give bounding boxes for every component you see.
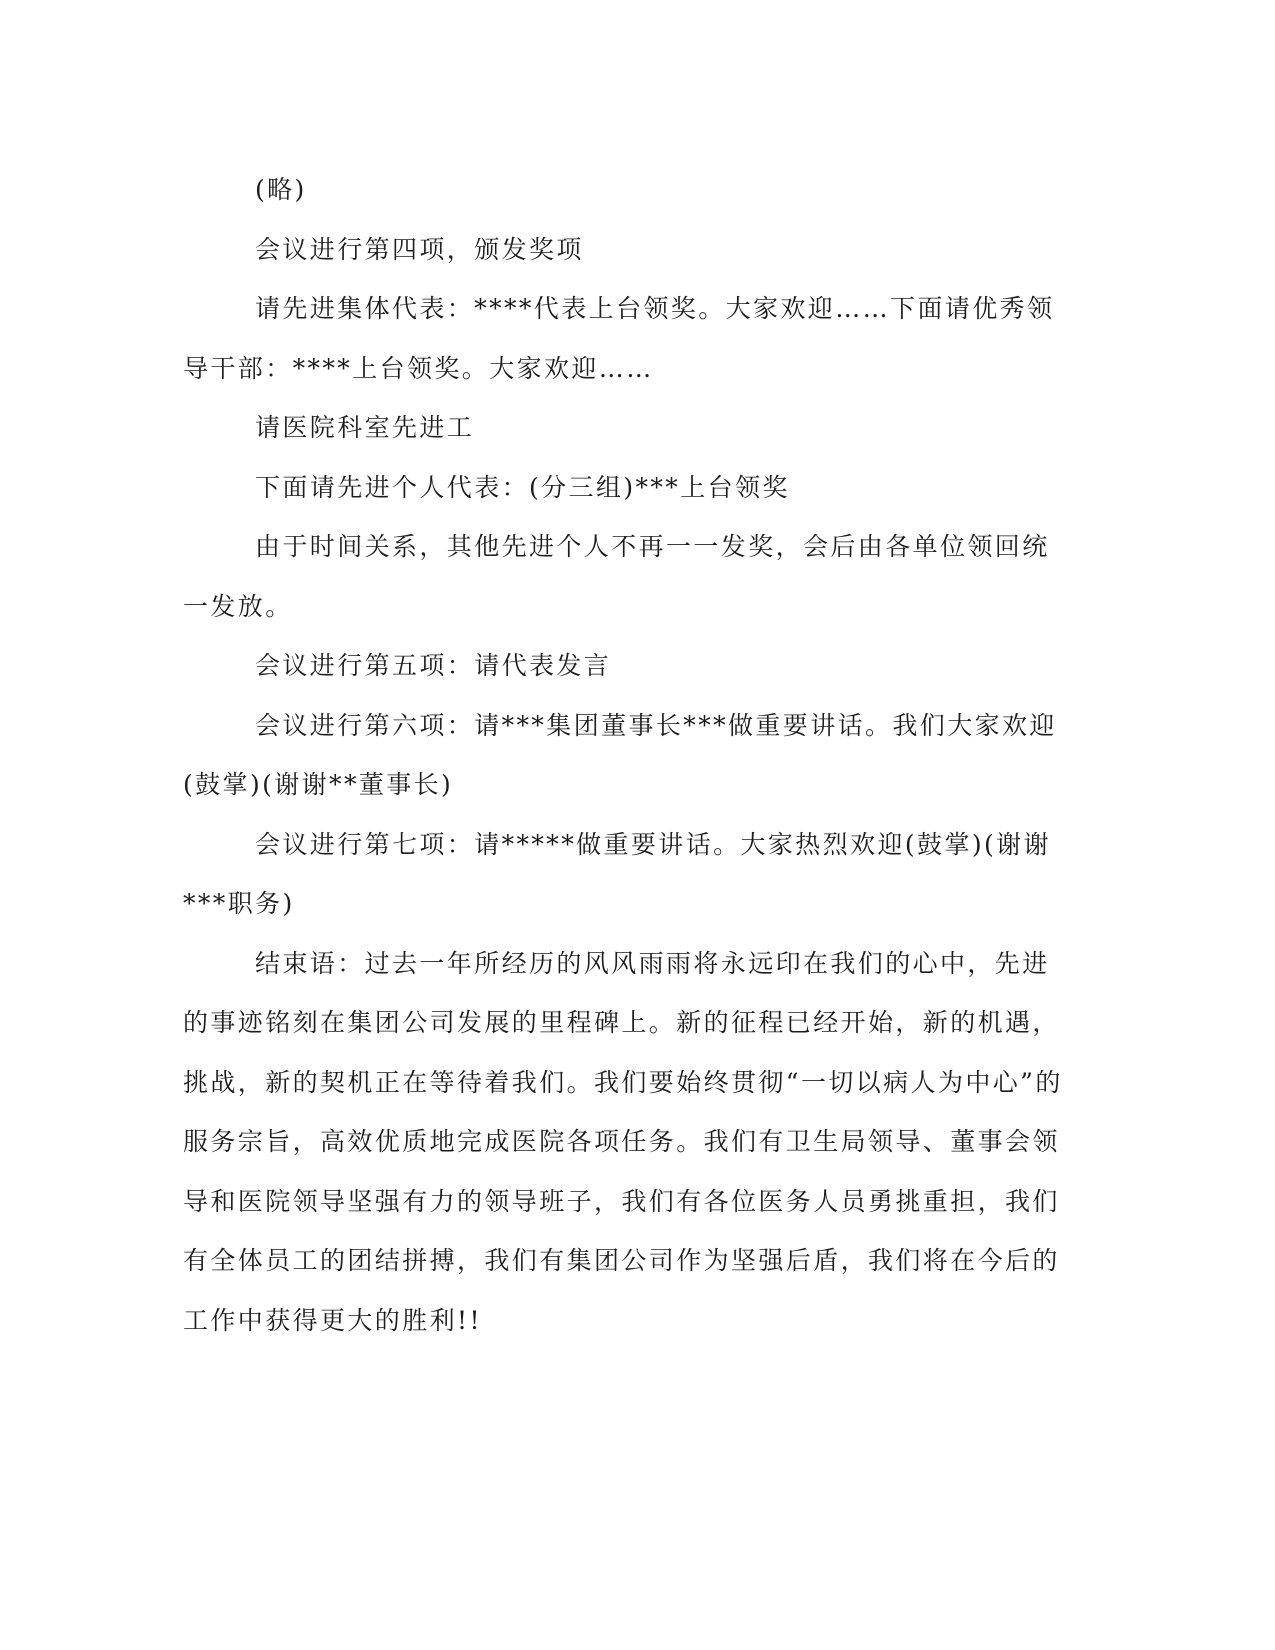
paragraph-item-six: 会议进行第六项：请***集团董事长***做重要讲话。我们大家欢迎(鼓掌)(谢谢**董事长) <box>183 710 1057 799</box>
paragraph-item-four: 会议进行第四项，颁发奖项 <box>255 234 584 264</box>
paragraph-omitted: (略) <box>255 175 307 204</box>
paragraph-department-award: 请医院科室先进工 <box>255 413 475 442</box>
document-body <box>183 160 1063 1350</box>
paragraph-item-seven: 会议进行第七项：请*****做重要讲话。大家热烈欢迎(鼓掌)(谢谢***职务) <box>183 829 1051 918</box>
paragraph-individual-award: 下面请先进个人代表：(分三组)***上台领奖 <box>255 472 790 502</box>
paragraph-item-five: 会议进行第五项：请代表发言 <box>255 651 612 680</box>
paragraph-time-note: 由于时间关系，其他先进个人不再一一发奖，会后由各单位领回统一发放。 <box>183 532 1050 621</box>
paragraph-collective-award: 请先进集体代表：****代表上台领奖。大家欢迎……下面请优秀领导干部：****上台领奖。大家欢迎…… <box>183 294 1055 383</box>
paragraph-closing-remarks: 结束语：过去一年所经历的风风雨雨将永远印在我们的心中，先进的事迹铭刻在集团公司发展的里程碑上。新的征程已经开始，新的机遇，挑战，新的契机正在等待着我们。我们要始终贯彻“一切以病人为中心”的服务宗旨，高效优质地完成医院各项任务。我们有卫生局领导、董事会领导和医院领导坚强有力的领导班子，我们有各位医务人员勇挑重担，我们有全体员工的团结拼搏，我们有集团公司作为坚强后盾，我们将在今后的工作中获得更大的胜利!! <box>183 948 1063 1335</box>
